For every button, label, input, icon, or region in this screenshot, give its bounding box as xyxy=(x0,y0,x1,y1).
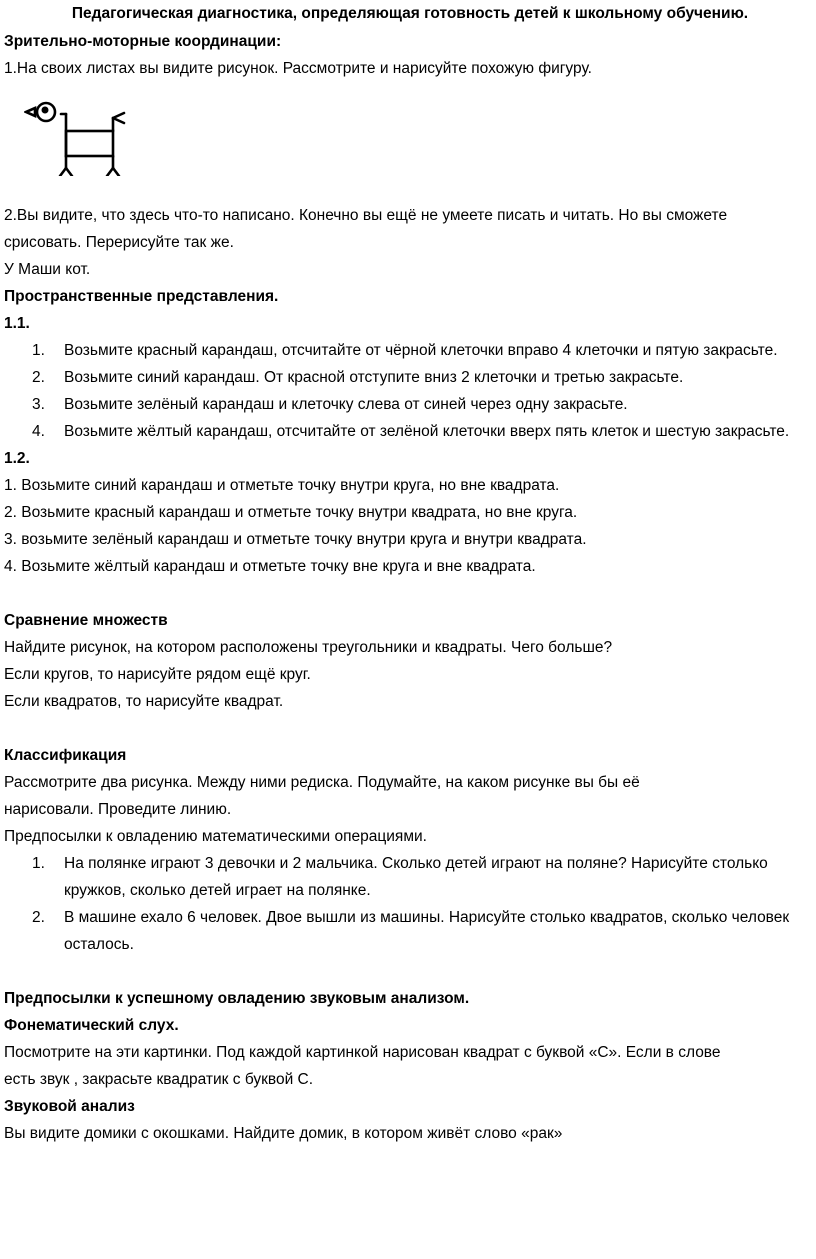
spatial-sub-2: 1.2. xyxy=(4,450,30,467)
spatial-item-2-4: 4. Возьмите жёлтый карандаш и отметьте точку вне круга и вне квадрата. xyxy=(4,558,536,575)
sets-line-1: Найдите рисунок, на котором расположены треугольники и квадраты. Чего больше? xyxy=(4,639,613,656)
spatial-heading: Пространственные представления. xyxy=(4,288,279,305)
sample-text: У Маши кот. xyxy=(4,261,91,278)
task-1-text: 1.На своих листах вы видите рисунок. Рассмотрите и нарисуйте похожую фигуру. xyxy=(4,60,592,77)
math-list xyxy=(4,850,812,958)
list-item-text: На полянке играют 3 девочки и 2 мальчика. Сколько детей играют на поляне? Нарисуйте столько кружков, сколько детей играет на полянке. xyxy=(64,855,768,899)
spatial-sub-1: 1.1. xyxy=(4,315,30,332)
classification-heading: Классификация xyxy=(4,747,127,764)
list-item xyxy=(4,418,812,445)
list-item xyxy=(4,391,812,418)
list-item xyxy=(4,364,812,391)
task-2-line-2: срисовать. Перерисуйте так же. xyxy=(4,234,234,251)
phonemic-line-2: есть звук , закрасьте квадратик с буквой С. xyxy=(4,1071,314,1088)
list-item-number: 2. xyxy=(32,909,45,926)
spatial-item-2-3: 3. возьмите зелёный карандаш и отметьте точку внутри круга и внутри квадрата. xyxy=(4,531,587,548)
document-title: Педагогическая диагностика, определяющая готовность детей к школьному обучению. xyxy=(71,5,749,22)
list-item-text: В машине ехало 6 человек. Двое вышли из машины. Нарисуйте столько квадратов, сколько человек осталось. xyxy=(64,909,790,953)
task-2-line-1: 2.Вы видите, что здесь что-то написано. Конечно вы ещё не умеете писать и читать. Но вы сможете xyxy=(4,207,728,224)
classification-line-2: нарисовали. Проведите линию. xyxy=(4,801,232,818)
spacer xyxy=(4,580,812,607)
list-item xyxy=(4,337,812,364)
phonemic-heading: Фонематический слух. xyxy=(4,1017,179,1034)
list-item xyxy=(4,850,812,904)
list-item-text: Возьмите синий карандаш. От красной отступите вниз 2 клеточки и третью закрасьте. xyxy=(64,369,684,386)
sound-heading: Предпосылки к успешному овладению звуковым анализом. xyxy=(4,990,470,1007)
spatial-item-2-2: 2. Возьмите красный карандаш и отметьте точку внутри квадрата, но вне круга. xyxy=(4,504,578,521)
sets-heading: Сравнение множеств xyxy=(4,612,168,629)
spacer xyxy=(4,715,812,742)
list-item-number: 1. xyxy=(32,855,45,872)
figure-container xyxy=(4,82,812,202)
list-item xyxy=(4,904,812,958)
list-item-number: 2. xyxy=(32,369,45,386)
list-item-text: Возьмите красный карандаш, отсчитайте от чёрной клеточки вправо 4 клеточки и пятую закрасьте. xyxy=(64,342,778,359)
list-item-text: Возьмите зелёный карандаш и клеточку слева от синей через одну закрасьте. xyxy=(64,396,628,413)
list-item-number: 3. xyxy=(32,396,45,413)
classification-line-1: Рассмотрите два рисунка. Между ними редиска. Подумайте, на каком рисунке вы бы её xyxy=(4,774,640,791)
spatial-list-1 xyxy=(4,337,812,445)
list-item-number: 1. xyxy=(32,342,45,359)
list-item-text: Возьмите жёлтый карандаш, отсчитайте от зелёной клеточки вверх пять клеток и шестую закрасьте. xyxy=(64,423,790,440)
phonemic-line-1: Посмотрите на эти картинки. Под каждой картинкой нарисован квадрат с буквой «С». Если в слове xyxy=(4,1044,721,1061)
spacer xyxy=(4,958,812,985)
sets-line-3: Если квадратов, то нарисуйте квадрат. xyxy=(4,693,284,710)
visual-motor-heading: Зрительно-моторные координации: xyxy=(4,33,282,50)
sets-line-2: Если кругов, то нарисуйте рядом ещё круг. xyxy=(4,666,311,683)
analysis-text: Вы видите домики с окошками. Найдите домик, в котором живёт слово «рак» xyxy=(4,1125,563,1142)
analysis-heading: Звуковой анализ xyxy=(4,1098,135,1115)
bird-drawing-icon xyxy=(24,96,134,176)
list-item-number: 4. xyxy=(32,423,45,440)
math-intro: Предпосылки к овладению математическими операциями. xyxy=(4,828,427,845)
spatial-item-2-1: 1. Возьмите синий карандаш и отметьте точку внутри круга, но вне квадрата. xyxy=(4,477,560,494)
document-page xyxy=(4,0,812,1147)
